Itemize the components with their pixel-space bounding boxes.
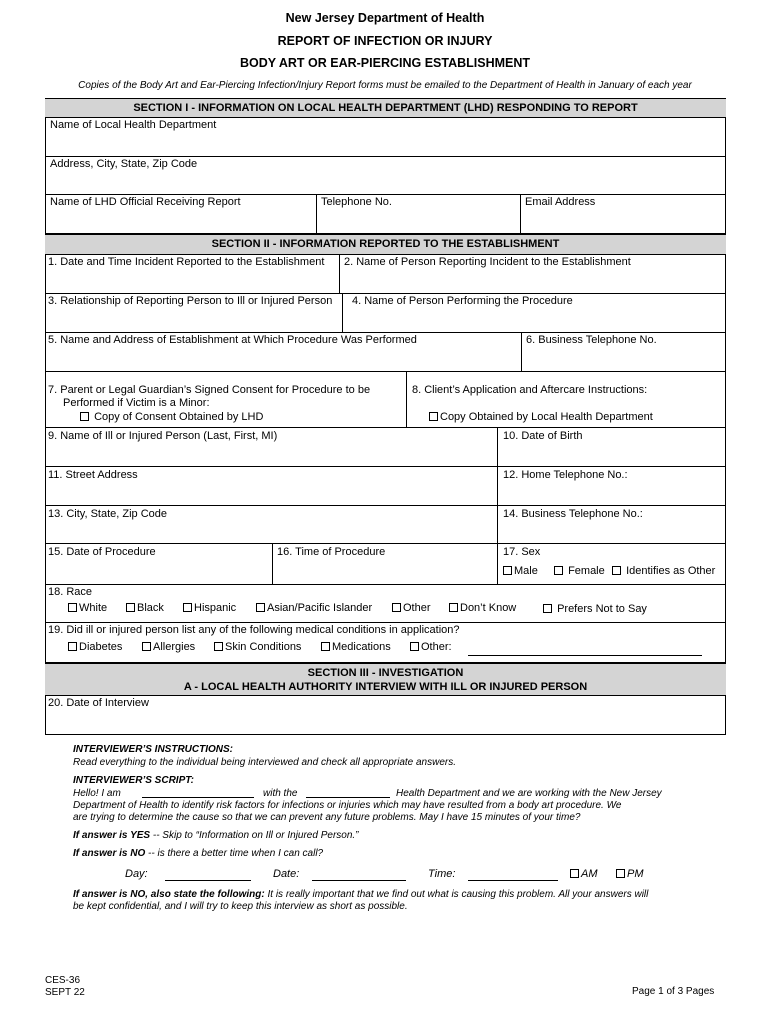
divider — [339, 254, 340, 293]
race-other-label: Other — [403, 602, 431, 614]
condition-diabetes-option[interactable] — [68, 641, 122, 654]
form-bottom-border — [45, 734, 726, 735]
field-17-label: 17. Sex — [503, 546, 541, 558]
instructions-text: Read everything to the individual being interviewed and check all appropriate answers. — [73, 757, 457, 768]
checkbox-icon[interactable] — [570, 869, 579, 878]
divider — [45, 293, 726, 294]
condition-skin-label: Skin Conditions — [225, 641, 302, 653]
consent-lhd-checkbox[interactable] — [80, 411, 263, 424]
callback-day-label: Day: — [125, 868, 148, 880]
checkbox-icon[interactable] — [429, 412, 438, 421]
checkbox-icon[interactable] — [68, 603, 77, 612]
divider — [521, 332, 522, 371]
checkbox-icon[interactable] — [80, 412, 89, 421]
checkbox-icon[interactable] — [183, 603, 192, 612]
sex-female-option[interactable] — [554, 565, 605, 578]
answer-no-also-text2: be kept confidential, and I will try to keep this interview as short as possible. — [73, 901, 408, 912]
race-white-option[interactable] — [68, 602, 107, 615]
field-5-label: 5. Name and Address of Establishment at Which Procedure Was Performed — [48, 334, 417, 346]
condition-other-input[interactable] — [468, 655, 702, 656]
answer-no-also-text: It is really important that we find out what is causing this problem. All your answers will — [264, 889, 649, 900]
field-9-label: 9. Name of Ill or Injured Person (Last, First, MI) — [48, 430, 278, 442]
lhd-address-label: Address, City, State, Zip Code — [50, 158, 198, 170]
script-with-the: with the — [263, 788, 298, 799]
field-2-label: 2. Name of Person Reporting Incident to the Establishment — [344, 256, 631, 268]
race-prefers-not-option[interactable] — [543, 603, 647, 616]
checkbox-icon[interactable] — [554, 566, 563, 575]
field-3-label: 3. Relationship of Reporting Person to Ill or Injured Person — [48, 295, 333, 307]
callback-am-option[interactable] — [570, 868, 598, 881]
field-19-label: 19. Did ill or injured person list any of the following medical conditions in application? — [48, 624, 460, 636]
form-code: CES-36 — [45, 975, 81, 986]
field-20-label: 20. Date of Interview — [48, 697, 149, 709]
callback-am-label: AM — [581, 868, 598, 880]
establishment-title: BODY ART OR EAR-PIERCING ESTABLISHMENT — [239, 56, 531, 70]
answer-no-bold: If answer is NO — [73, 848, 146, 859]
report-title: REPORT OF INFECTION OR INJURY — [277, 34, 493, 48]
divider — [45, 695, 726, 696]
checkbox-icon[interactable] — [449, 603, 458, 612]
field-18-label: 18. Race — [48, 586, 93, 598]
script-line3: are trying to determine the cause so that we can prevent any future problems. May I have 15 minutes of your time? — [73, 812, 581, 823]
condition-other-option[interactable] — [410, 641, 452, 654]
checkbox-icon[interactable] — [68, 642, 77, 651]
form-revision-date: SEPT 22 — [45, 987, 85, 998]
divider — [520, 194, 521, 233]
page-number: Page 1 of 3 Pages — [632, 986, 715, 997]
divider — [406, 371, 407, 427]
answer-yes-bold: If answer is YES — [73, 830, 151, 841]
race-black-label: Black — [137, 602, 164, 614]
checkbox-icon[interactable] — [126, 603, 135, 612]
divider — [45, 466, 726, 467]
instructions-heading: INTERVIEWER’S INSTRUCTIONS: — [73, 744, 234, 755]
race-prefers-not-label: Prefers Not to Say — [557, 603, 647, 615]
field-15-label: 15. Date of Procedure — [48, 546, 156, 558]
field-12-label: 12. Home Telephone No.: — [503, 469, 628, 481]
answer-no-line — [73, 847, 323, 860]
health-department-input[interactable] — [306, 797, 390, 798]
race-hispanic-option[interactable] — [183, 602, 236, 615]
aftercare-copy-label: Copy Obtained by Local Health Department — [440, 411, 653, 423]
race-other-option[interactable] — [392, 602, 431, 615]
section3-header — [45, 664, 726, 695]
divider — [272, 543, 273, 584]
field-1-label: 1. Date and Time Incident Reported to the Establishment — [48, 256, 325, 268]
lhd-email-label: Email Address — [525, 196, 596, 208]
field-8-label: 8. Client’s Application and Aftercare Instructions: — [412, 384, 648, 396]
script-hello: Hello! I am — [73, 788, 121, 799]
section3-title: SECTION III - INVESTIGATION — [307, 667, 464, 679]
checkbox-icon[interactable] — [392, 603, 401, 612]
section3-subtitle: A - LOCAL HEALTH AUTHORITY INTERVIEW WITH ILL OR INJURED PERSON — [183, 681, 588, 693]
race-asian-label: Asian/Pacific Islander — [267, 602, 373, 614]
race-dontknow-label: Don’t Know — [460, 602, 517, 614]
interviewer-name-input[interactable] — [142, 797, 254, 798]
submission-note: Copies of the Body Art and Ear-Piercing Infection/Injury Report forms must be emailed to the Department of Health in January of each year — [78, 80, 692, 91]
field-6-label: 6. Business Telephone No. — [526, 334, 657, 346]
divider — [45, 584, 726, 585]
condition-medications-option[interactable] — [321, 641, 391, 654]
field-11-label: 11. Street Address — [48, 469, 138, 481]
condition-other-label: Other: — [421, 641, 452, 653]
field-7-label-cont: Performed if Victim is a Minor: — [63, 397, 210, 409]
field-13-label: 13. City, State, Zip Code — [48, 508, 168, 520]
field-16-label: 16. Time of Procedure — [277, 546, 386, 558]
condition-skin-option[interactable] — [214, 641, 301, 654]
agency-title: New Jersey Department of Health — [285, 11, 485, 25]
race-white-label: White — [79, 602, 108, 614]
divider — [45, 156, 726, 157]
divider — [45, 622, 726, 623]
field-14-label: 14. Business Telephone No.: — [503, 508, 643, 520]
checkbox-icon[interactable] — [616, 869, 625, 878]
section1-header: SECTION I - INFORMATION ON LOCAL HEALTH DEPARTMENT (LHD) RESPONDING TO REPORT — [45, 99, 726, 117]
callback-date-input[interactable] — [312, 880, 406, 881]
divider — [497, 543, 498, 584]
sex-other-label: Identifies as Other — [626, 565, 716, 577]
lhd-official-label: Name of LHD Official Receiving Report — [50, 196, 241, 208]
race-asian-option[interactable] — [256, 602, 372, 615]
field-4-label: 4. Name of Person Performing the Procedure — [352, 295, 573, 307]
callback-pm-label: PM — [627, 868, 644, 880]
checkbox-icon[interactable] — [321, 642, 330, 651]
divider — [45, 254, 726, 255]
lhd-telephone-label: Telephone No. — [321, 196, 392, 208]
answer-no-text: -- is there a better time when I can call? — [148, 848, 324, 859]
callback-day-input[interactable] — [165, 880, 251, 881]
sex-female-label: Female — [568, 565, 605, 577]
condition-diabetes-label: Diabetes — [79, 641, 123, 653]
checkbox-icon[interactable] — [503, 566, 512, 575]
checkbox-icon[interactable] — [410, 642, 419, 651]
race-dontknow-option[interactable] — [449, 602, 516, 615]
field-7-label: 7. Parent or Legal Guardian’s Signed Consent for Procedure to be — [48, 384, 371, 396]
divider — [45, 194, 726, 195]
callback-date-label: Date: — [273, 868, 300, 880]
aftercare-copy-checkbox[interactable] — [429, 411, 653, 424]
race-black-option[interactable] — [126, 602, 164, 615]
sex-male-option[interactable] — [503, 565, 538, 578]
race-hispanic-label: Hispanic — [194, 602, 237, 614]
callback-time-label: Time: — [428, 868, 456, 880]
divider — [45, 543, 726, 544]
checkbox-icon[interactable] — [612, 566, 621, 575]
answer-yes-text: -- Skip to “Information on Ill or Injured Person.” — [152, 830, 359, 841]
script-line1-end: Health Department and we are working with the New Jersey — [396, 788, 662, 799]
divider — [45, 117, 726, 118]
field-10-label: 10. Date of Birth — [503, 430, 583, 442]
divider — [316, 194, 317, 233]
divider — [45, 505, 726, 506]
lhd-name-label: Name of Local Health Department — [50, 119, 217, 131]
script-heading: INTERVIEWER’S SCRIPT: — [73, 775, 194, 786]
condition-medications-label: Medications — [332, 641, 391, 653]
divider — [45, 332, 726, 333]
sex-male-label: Male — [514, 565, 538, 577]
divider — [45, 371, 726, 372]
callback-time-input[interactable] — [468, 880, 558, 881]
checkbox-icon[interactable] — [214, 642, 223, 651]
checkbox-icon[interactable] — [543, 604, 552, 613]
divider — [45, 427, 726, 428]
checkbox-icon[interactable] — [256, 603, 265, 612]
answer-yes-line — [73, 829, 359, 842]
condition-allergies-option[interactable] — [142, 641, 195, 654]
divider — [497, 427, 498, 544]
answer-no-also-bold: If answer is NO, also state the following: — [73, 889, 265, 900]
divider — [342, 293, 343, 332]
consent-lhd-label: Copy of Consent Obtained by LHD — [94, 411, 264, 423]
checkbox-icon[interactable] — [142, 642, 151, 651]
sex-other-option[interactable] — [612, 565, 715, 578]
section2-header: SECTION II - INFORMATION REPORTED TO THE ESTABLISHMENT — [45, 235, 726, 254]
callback-pm-option[interactable] — [616, 868, 644, 881]
script-line2: Department of Health to identify risk factors for infections or injuries which may have resulted from a body art procedure. We — [73, 800, 622, 811]
condition-allergies-label: Allergies — [153, 641, 196, 653]
